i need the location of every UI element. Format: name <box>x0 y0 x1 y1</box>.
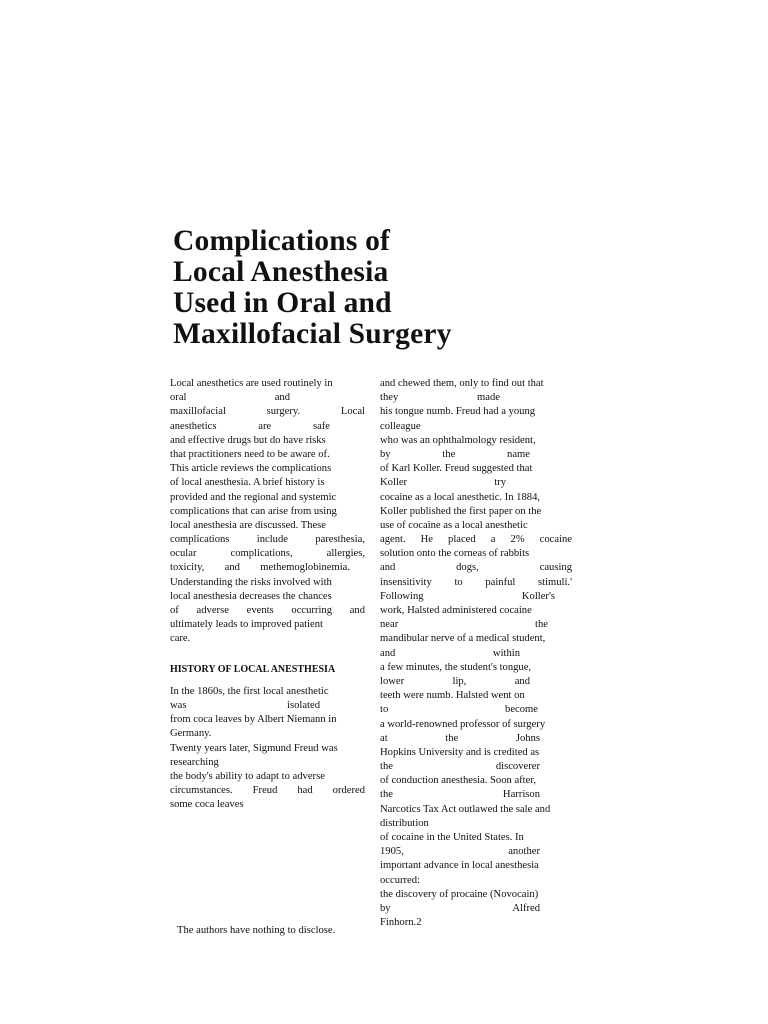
abstract-line: ultimately leads to improved patient <box>170 619 323 631</box>
abstract-line: provided and the regional and systemic <box>170 491 337 503</box>
body-line: Following Koller's <box>380 590 555 602</box>
body-line: of cocaine in the United States. In <box>380 832 524 843</box>
abstract-line: oral and <box>170 392 290 404</box>
body-line: of Karl Koller. Freud suggested that <box>380 463 533 475</box>
body-line: Twenty years later, Sigmund Freud was <box>170 742 338 754</box>
body-line: near the <box>380 619 548 631</box>
body-line: a world-renowned professor of surgery <box>380 718 546 730</box>
abstract <box>170 377 365 647</box>
history-paragraph <box>170 685 365 813</box>
body-line: colleague <box>380 420 421 432</box>
body-line: at the Johns <box>380 732 540 744</box>
title-line: Maxillofacial Surgery <box>173 318 452 350</box>
body-line: of conduction anesthesia. Soon after, <box>380 775 537 787</box>
body-line: cocaine as a local anesthetic. In 1884, <box>380 491 541 503</box>
body-line: they made <box>380 392 500 404</box>
title-line: Complications of <box>173 225 391 257</box>
body-line: circumstances. Freud had ordered <box>170 785 365 797</box>
abstract-line: and effective drugs but do have risks <box>170 434 326 446</box>
body-line: was isolated <box>170 699 320 711</box>
abstract-line: anesthetics are safe <box>170 420 330 432</box>
right-column <box>380 377 572 930</box>
title-line: Local Anesthesia <box>173 256 389 288</box>
abstract-line: of local anesthesia. A brief history is <box>170 477 325 489</box>
body-line: Germany. <box>170 728 212 740</box>
abstract-line: that practitioners need to be aware of. <box>170 448 330 460</box>
body-line: teeth were numb. Halsted went on <box>380 690 525 702</box>
body-line: Hopkins University and is credited as <box>380 746 540 758</box>
body-line: the discovery of procaine (Novocain) <box>380 888 539 900</box>
article-title <box>173 226 533 350</box>
body-line: lower lip, and <box>380 675 530 687</box>
body-line: a few minutes, the student's tongue, <box>380 661 532 673</box>
body-line: the Harrison <box>380 789 540 801</box>
abstract-line: Local anesthetics are used routinely in <box>170 378 333 389</box>
body-line: distribution <box>380 817 429 829</box>
body-line: to become <box>380 704 538 716</box>
abstract-line: care. <box>170 633 191 645</box>
body-line: Narcotics Tax Act outlawed the sale and <box>380 803 551 815</box>
body-line: Koller published the first paper on the <box>380 505 542 517</box>
left-column <box>170 377 365 812</box>
body-line: who was an ophthalmology resident, <box>380 434 536 446</box>
body-line: and within <box>380 647 520 659</box>
body-line: occurred: <box>380 874 420 886</box>
body-line: agent. He placed a 2% cocaine <box>380 534 572 546</box>
body-line: and dogs, causing <box>380 562 572 574</box>
body-line: mandibular nerve of a medical student, <box>380 633 546 645</box>
body-line: some coca leaves <box>170 799 244 811</box>
body-line: 1905, another <box>380 846 540 858</box>
abstract-line: local anesthesia decreases the chances <box>170 590 332 602</box>
body-line: Finhorn.2 <box>380 917 422 929</box>
title-line: Used in Oral and <box>173 287 392 319</box>
footnote: The authors have nothing to disclose. <box>177 925 336 936</box>
body-line: In the 1860s, the first local anesthetic <box>170 685 329 697</box>
body-line: researching <box>170 756 219 768</box>
body-line: by the name <box>380 448 530 460</box>
section-heading: HISTORY OF LOCAL ANESTHESIA <box>170 663 336 675</box>
abstract-line: maxillofacial surgery. Local <box>170 406 365 418</box>
abstract-line: local anesthesia are discussed. These <box>170 519 327 531</box>
body-line: from coca leaves by Albert Niemann in <box>170 714 337 726</box>
body-line: important advance in local anesthesia <box>380 860 539 872</box>
abstract-line: of adverse events occurring and <box>170 605 365 616</box>
abstract-line: Understanding the risks involved with <box>170 576 332 588</box>
abstract-line: complications include paresthesia, <box>170 534 365 546</box>
body-line: insensitivity to painful stimuli.' <box>380 576 572 588</box>
body-line: Koller try <box>380 477 506 489</box>
body-line: his tongue numb. Freud had a young <box>380 406 536 418</box>
abstract-line: complications that can arise from using <box>170 505 337 517</box>
body-line: by Alfred <box>380 902 540 914</box>
body-line: use of cocaine as a local anesthetic <box>380 519 528 531</box>
body-line: the body's ability to adapt to adverse <box>170 770 325 782</box>
abstract-line: This article reviews the complications <box>170 463 332 475</box>
body-line: the discoverer <box>380 761 540 773</box>
body-line: solution onto the corneas of rabbits <box>380 548 530 560</box>
body-line: and chewed them, only to find out that <box>380 378 544 389</box>
abstract-line: ocular complications, allergies, <box>170 548 365 560</box>
body-line: work, Halsted administered cocaine <box>380 605 532 616</box>
abstract-line: toxicity, and methemoglobinemia. <box>170 562 350 574</box>
